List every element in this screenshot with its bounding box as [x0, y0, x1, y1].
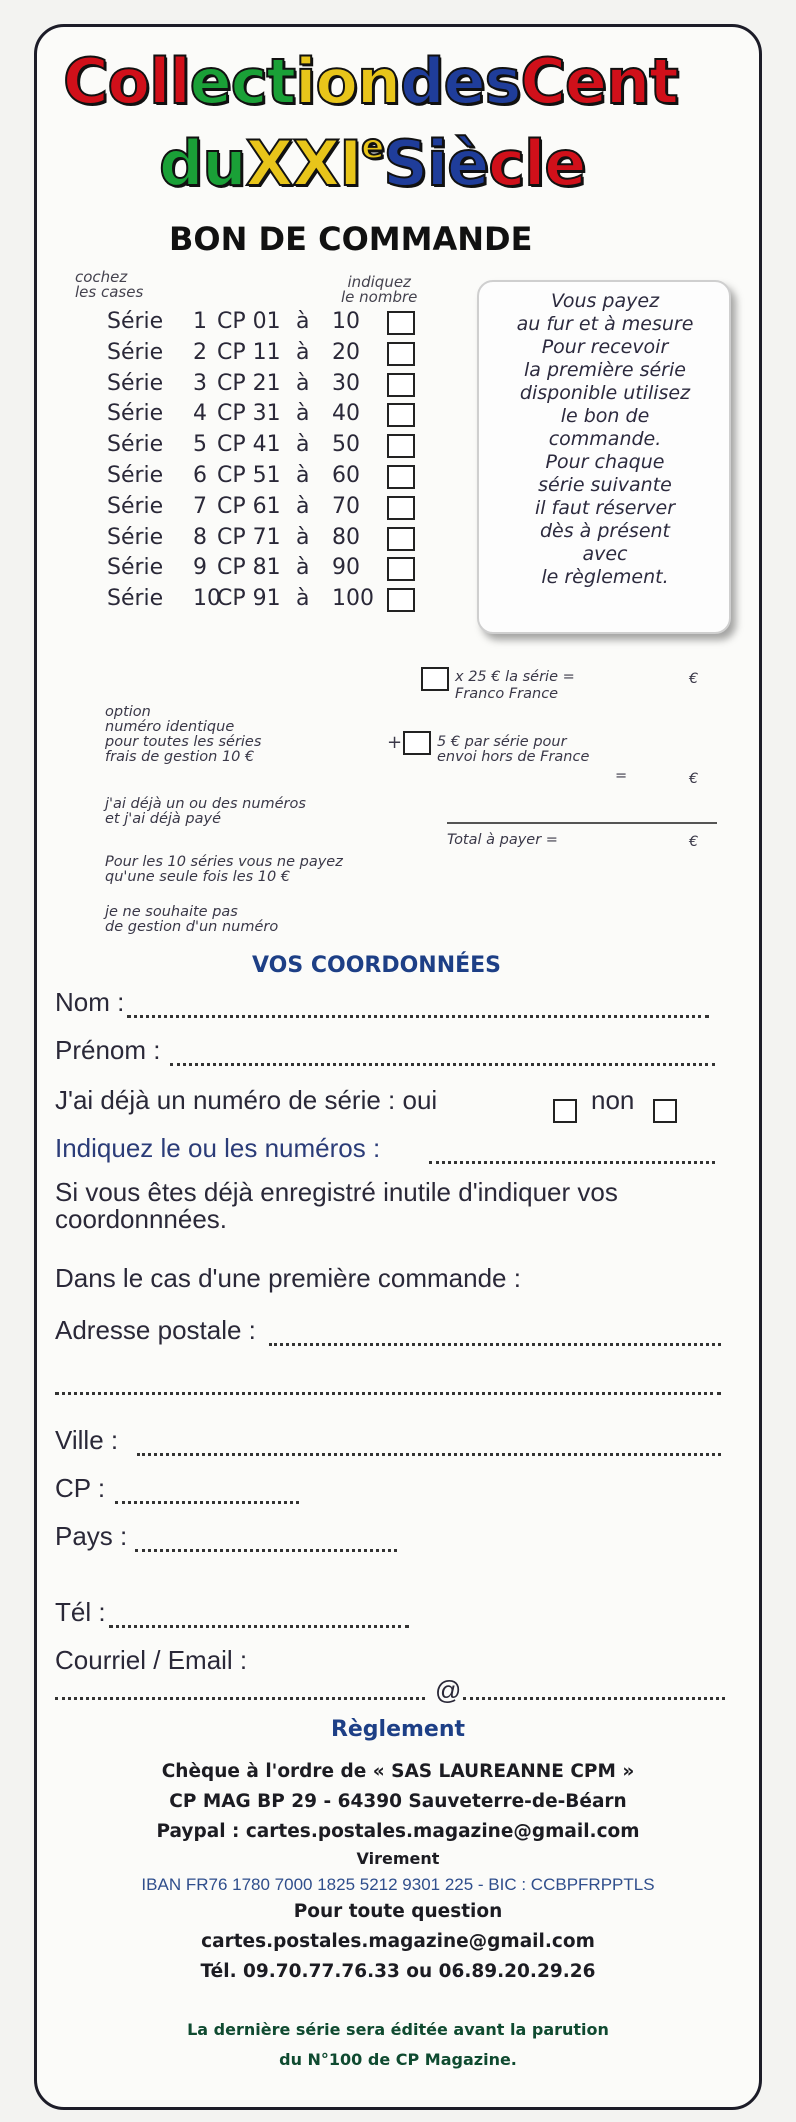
cp-field[interactable]: [115, 1501, 299, 1504]
series-cp-start: CP 91: [217, 586, 281, 612]
series-cp-start: CP 81: [217, 555, 281, 581]
coords-heading: VOS COORDONNÉES: [252, 953, 502, 978]
title-line-2-word: e: [361, 127, 384, 167]
series-quantity-box[interactable]: [387, 527, 415, 551]
check-boxes-hint: cochez les cases: [75, 268, 144, 301]
adresse-field-line-2[interactable]: [55, 1392, 721, 1395]
abroad-equals: =: [615, 768, 628, 784]
series-number: 2: [193, 339, 207, 365]
option-checkbox[interactable]: [403, 731, 431, 755]
series-quantity-box[interactable]: [387, 588, 415, 612]
series-quantity-box[interactable]: [387, 434, 415, 458]
contact-phone: Tél. 09.70.77.76.33 ou 06.89.20.29.26: [200, 1961, 596, 1982]
series-quantity-box[interactable]: [387, 373, 415, 397]
cp-label: CP :: [55, 1473, 106, 1503]
series-cp-start: CP 51: [217, 463, 281, 488]
abroad-euro: €: [689, 771, 699, 787]
pays-field[interactable]: [135, 1549, 397, 1552]
series-a: à: [296, 586, 310, 612]
paypal-address: Paypal : cartes.postales.magazine@gmail.com: [156, 1821, 640, 1842]
series-cp-end: 90: [332, 555, 360, 581]
first-order-label: Dans le cas d'une première commande :: [55, 1263, 521, 1293]
footer-note: La dernière série sera éditée avant la parution du N°100 de CP Magazine.: [187, 2020, 609, 2069]
question-label: Pour toute question: [293, 1901, 503, 1922]
series-quantity-box[interactable]: [387, 311, 415, 335]
abroad-shipping: 5 € par série pour envoi hors de France: [437, 734, 590, 765]
non-checkbox[interactable]: [653, 1099, 677, 1123]
postal-address: CP MAG BP 29 - 64390 Sauveterre-de-Béarn: [169, 1791, 627, 1812]
payment-note: [477, 280, 731, 634]
series-number: 1: [193, 309, 207, 334]
series-a: à: [296, 401, 310, 427]
series-quantity-box[interactable]: [387, 557, 415, 581]
series-label: Série: [107, 555, 164, 581]
series-label: Série: [107, 370, 164, 396]
pay-once-text: Pour les 10 séries vous ne payez qu'une seule fois les 10 €: [105, 854, 343, 885]
series-cp-end: 100: [332, 586, 374, 612]
series-number: 5: [193, 432, 207, 458]
total-euro: €: [689, 834, 699, 850]
series-cp-end: 10: [332, 309, 360, 334]
email-label: Courriel / Email :: [55, 1645, 248, 1675]
series-quantity-box[interactable]: [387, 342, 415, 366]
series-a: à: [296, 555, 310, 581]
series-number: 3: [193, 370, 207, 396]
series-a: à: [296, 339, 310, 365]
title-line-2-word: du: [159, 127, 246, 200]
total-label: Total à payer =: [447, 832, 558, 848]
option-text: option numéro identique pour toutes les séries frais de gestion 10 €: [105, 704, 262, 765]
series-a: à: [296, 524, 310, 550]
series-a: à: [296, 432, 310, 458]
form-subtitle: BON DE COMMANDE: [169, 220, 533, 258]
series-cp-start: CP 11: [217, 339, 281, 365]
series-cp-start: CP 41: [217, 432, 281, 458]
series-label: Série: [107, 524, 164, 550]
title-line-1-word: Coll: [63, 45, 190, 118]
plus-sign: +: [387, 732, 403, 753]
payment-note-text: Vous payez au fur et à mesure Pour recevoir la première série disponible utilisez le bon de commande. Pour chaque série suivante il faut réserver dès à présent avec le règlement.: [516, 290, 694, 588]
prenom-field[interactable]: [170, 1063, 715, 1066]
series-quantity-box[interactable]: [387, 403, 415, 427]
virement-label: Virement: [356, 1849, 440, 1868]
series-label: Série: [107, 586, 164, 612]
franco-france: Franco France: [455, 686, 559, 702]
series-cp-end: 80: [332, 524, 360, 550]
title-line-2-word: Siè: [383, 127, 489, 200]
series-cp-start: CP 01: [217, 309, 281, 334]
email-field-right[interactable]: [463, 1697, 725, 1700]
title-line-2-word: XXI: [245, 127, 362, 200]
price-per-series: x 25 € la série =: [455, 669, 575, 685]
email-at-sign: @: [435, 1675, 462, 1705]
tel-label: Tél :: [55, 1597, 106, 1627]
series-label: Série: [107, 309, 164, 334]
pays-label: Pays :: [55, 1521, 128, 1551]
series-cp-end: 40: [332, 401, 360, 427]
series-label: Série: [107, 463, 164, 488]
series-number: 9: [193, 555, 207, 581]
series-number: 8: [193, 524, 207, 550]
series-cp-start: CP 31: [217, 401, 281, 427]
serie-question: J'ai déjà un numéro de série : oui: [55, 1085, 438, 1115]
series-number: 4: [193, 401, 207, 427]
euro-symbol: €: [689, 671, 699, 687]
series-label: Série: [107, 493, 164, 519]
title-line-2-word: cle: [488, 127, 586, 200]
series-label: Série: [107, 432, 164, 458]
series-label: Série: [107, 401, 164, 427]
series-cp-start: CP 21: [217, 370, 281, 396]
non-label: non: [591, 1085, 635, 1115]
nom-field[interactable]: [127, 1015, 709, 1018]
oui-checkbox[interactable]: [553, 1099, 577, 1123]
indiquez-label: Indiquez le ou les numéros :: [55, 1133, 381, 1163]
adresse-field[interactable]: [269, 1343, 721, 1346]
serie-numbers-field[interactable]: [429, 1161, 715, 1164]
series-number: 7: [193, 493, 207, 519]
already-paid-text: j'ai déjà un ou des numéros et j'ai déjà payé: [105, 796, 306, 827]
title-line-1-word: ect: [189, 45, 296, 118]
adresse-label: Adresse postale :: [55, 1315, 256, 1345]
no-management-text: je ne souhaite pas de gestion d'un numéro: [105, 904, 279, 935]
title-line-2: [159, 127, 585, 200]
order-form-card: [34, 24, 762, 2110]
reglement-heading: Règlement: [330, 1717, 466, 1742]
series-a: à: [296, 370, 310, 396]
registered-note: Si vous êtes déjà enregistré inutile d'indiquer vos coordonnnées.: [55, 1177, 618, 1234]
series-cp-end: 60: [332, 463, 360, 488]
contact-email: cartes.postales.magazine@gmail.com: [201, 1931, 595, 1952]
series-quantity-box[interactable]: [387, 496, 415, 520]
series-number: 6: [193, 463, 207, 488]
title-line-1: [63, 45, 678, 118]
title-line-1-word: Cent: [520, 45, 678, 118]
title-line-1-word: ion: [295, 45, 401, 118]
ville-label: Ville :: [55, 1425, 119, 1455]
series-a: à: [296, 493, 310, 519]
iban-text: IBAN FR76 1780 7000 1825 5212 9301 225 - BIC : CCBPFRPPTLS: [141, 1875, 655, 1894]
series-quantity-box[interactable]: [387, 465, 415, 489]
series-count-box[interactable]: [421, 667, 449, 691]
series-label: Série: [107, 339, 164, 365]
series-cp-end: 30: [332, 370, 360, 396]
cheque-order: Chèque à l'ordre de « SAS LAUREANNE CPM »: [161, 1761, 635, 1782]
nom-label: Nom :: [55, 987, 125, 1017]
title-line-1-word: des: [400, 45, 521, 118]
subtotal-line: [447, 822, 717, 824]
prenom-label: Prénom :: [55, 1035, 161, 1065]
series-cp-end: 70: [332, 493, 360, 519]
tel-field[interactable]: [109, 1625, 409, 1628]
quantity-hint: indiquez le nombre: [341, 273, 418, 306]
email-field-left[interactable]: [55, 1697, 425, 1700]
ville-field[interactable]: [137, 1453, 721, 1456]
series-a: à: [296, 309, 310, 334]
series-number: 10: [193, 586, 221, 612]
series-a: à: [296, 463, 310, 488]
series-cp-start: CP 71: [217, 524, 281, 550]
series-cp-end: 20: [332, 339, 360, 365]
series-cp-end: 50: [332, 432, 360, 458]
series-cp-start: CP 61: [217, 493, 281, 519]
